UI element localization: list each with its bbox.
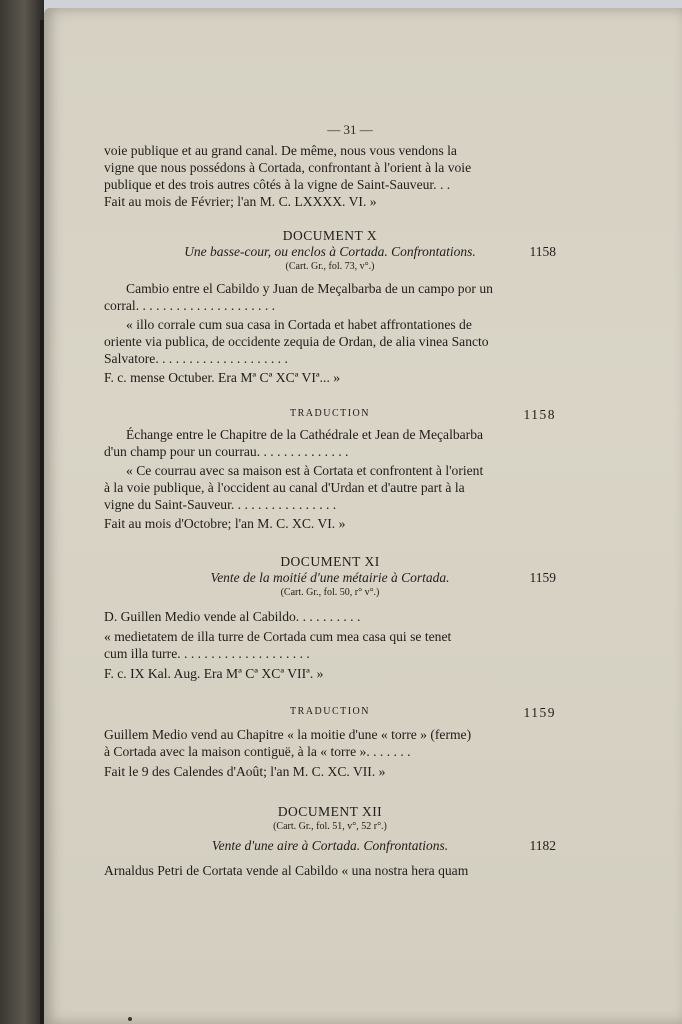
translation-xi-year: 1159: [523, 705, 556, 720]
text-line: corral. . . . . . . . . . . . . . . . . . . . .: [104, 298, 276, 313]
document-x-title: Une basse-cour, ou enclos à Cortada. Confrontations.: [184, 244, 476, 259]
page-speck: [128, 1017, 132, 1021]
document-xii-title-row: [104, 838, 556, 854]
document-xi-body: [104, 608, 556, 682]
text-line: F. c. IX Kal. Aug. Era Mª Cª XCª VIIª. »: [104, 666, 324, 681]
text-line: « medietatem de illa turre de Cortada cum mea casa qui se tenet: [104, 629, 452, 644]
text-line: « illo corrale cum sua casa in Cortada et habet affrontationes de: [126, 317, 472, 332]
intro-text: [104, 142, 556, 210]
text-line: Fait au mois de Février; l'an M. C. LXXXX. VI. »: [104, 194, 377, 209]
document-xi-year: 1159: [529, 570, 556, 585]
translation-xi-heading: TRADUCTION: [290, 706, 370, 717]
text-line: D. Guillen Medio vende al Cabildo. . . . . . . . . .: [104, 609, 361, 624]
document-xii-reference: (Cart. Gr., fol. 51, v°, 52 r°.): [273, 821, 387, 832]
text-line: voie publique et au grand canal. De même, nous vous vendons la: [104, 143, 457, 158]
text-line: « Ce courrau avec sa maison est à Cortata et confrontent à l'orient: [126, 463, 484, 478]
document-xii-title: Vente d'une aire à Cortada. Confrontations.: [211, 838, 449, 853]
text-line: d'un champ pour un courrau. . . . . . . . . . . . . .: [104, 444, 349, 459]
translation-x-year: 1158: [523, 407, 556, 422]
document-x-year: 1158: [529, 244, 556, 259]
text-line: Arnaldus Petri de Cortata vende al Cabildo « una nostra hera quam: [104, 863, 469, 878]
document-x-reference: (Cart. Gr., fol. 73, v°.): [285, 261, 375, 272]
text-line: Fait le 9 des Calendes d'Août; l'an M. C. XC. VII. »: [104, 764, 386, 779]
document-xii-year: 1182: [529, 838, 556, 853]
document-x-body: [104, 280, 556, 386]
translation-x-heading-row: [104, 406, 556, 422]
document-x-heading: DOCUMENT X: [282, 228, 378, 243]
text-line: Fait au mois d'Octobre; l'an M. C. XC. VI. »: [104, 516, 346, 531]
text-line: F. c. mense Octuber. Era Mª Cª XCª VIª... »: [104, 370, 341, 385]
document-xi-title-row: [104, 570, 556, 586]
translation-x-heading: TRADUCTION: [290, 408, 370, 419]
translation-xi-heading-row: [104, 704, 556, 720]
document-xii-heading: DOCUMENT XII: [277, 804, 383, 819]
text-line: Salvatore. . . . . . . . . . . . . . . . . . . .: [104, 351, 288, 366]
text-line: à la voie publique, à l'occident au canal d'Urdan et d'autre part à la: [104, 480, 465, 495]
document-xi-reference: (Cart. Gr., fol. 50, r° v°.): [280, 587, 380, 598]
text-line: cum illa turre. . . . . . . . . . . . . . . . . . . .: [104, 646, 310, 661]
document-x-title-row: [104, 244, 556, 260]
translation-x-body: [104, 426, 556, 532]
text-line: Guillem Medio vend au Chapitre « la moitie d'une « torre » (ferme): [104, 727, 472, 742]
page-content: [104, 122, 556, 879]
book-spine: [0, 0, 44, 1024]
text-line: vigne du Saint-Sauveur. . . . . . . . . . . . . . . .: [104, 497, 337, 512]
page-number: — 31 —: [327, 122, 373, 137]
text-line: publique et des trois autres côtés à la vigne de Saint-Sauveur. . .: [104, 177, 451, 192]
document-xi-heading: DOCUMENT XI: [280, 554, 380, 569]
text-line: à Cortada avec la maison contiguë, à la « torre ». . . . . . .: [104, 744, 411, 759]
text-line: Échange entre le Chapitre de la Cathédrale et Jean de Meçalbarba: [126, 427, 484, 442]
document-xii-body: [104, 862, 556, 879]
document-xi-title: Vente de la moitié d'une métairie à Cortada.: [210, 570, 450, 585]
text-line: Cambio entre el Cabildo y Juan de Meçalbarba de un campo por un: [126, 281, 493, 296]
text-line: oriente via publica, de occidente zequia de Ordan, de alia vinea Sancto: [104, 334, 489, 349]
translation-xi-body: [104, 726, 556, 780]
text-line: vigne que nous possédons à Cortada, confrontant à l'orient à la voie: [104, 160, 472, 175]
